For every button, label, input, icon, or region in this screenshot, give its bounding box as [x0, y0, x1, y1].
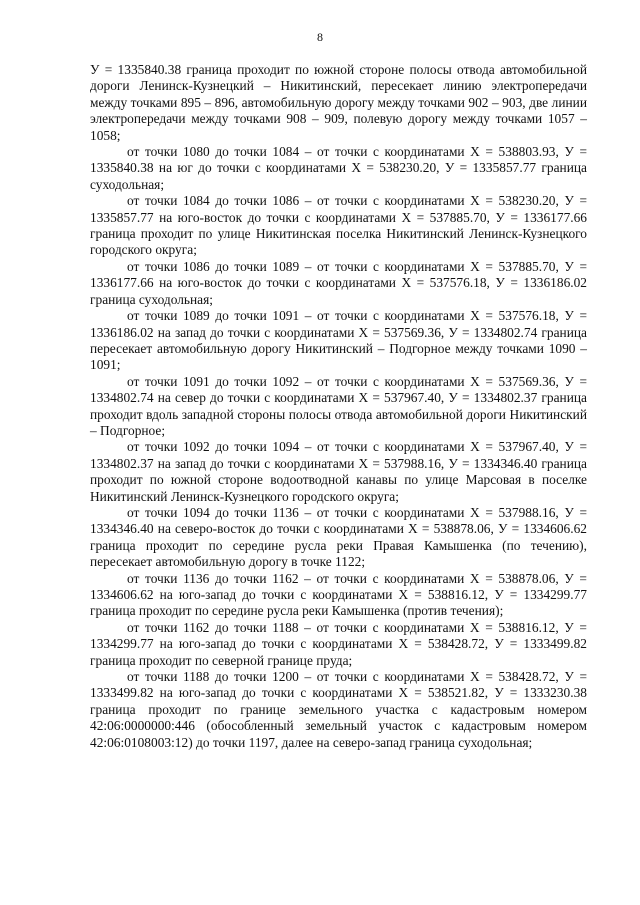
paragraph: от точки 1084 до точки 1086 – от точки с координатами Х = 538230.20, У = 1335857.77 на юго-восток до точки с координатами Х = 537885.70, У = 1336177.66 граница проходит по улице Никитинская поселка Никитинский Ленинск-Кузнецкого городского округа; [90, 193, 587, 258]
paragraph: от точки 1086 до точки 1089 – от точки с координатами Х = 537885.70, У = 1336177.66 на юго-восток до точки с координатами Х = 537576.18, У = 1336186.02 граница суходольная; [90, 258, 587, 307]
paragraph: от точки 1091 до точки 1092 – от точки с координатами Х = 537569.36, У = 1334802.74 на север до точки с координатами Х = 537967.40, У = 1334802.37 граница проходит вдоль западной стороны полосы отвода автомобильной дороги Никитинский – Подгорное; [90, 373, 587, 438]
paragraph: от точки 1080 до точки 1084 – от точки с координатами Х = 538803.93, У = 1335840.38 на юг до точки с координатами Х = 538230.20, У = 1335857.77 граница суходольная; [90, 144, 587, 192]
paragraph: от точки 1136 до точки 1162 – от точки с координатами Х = 538878.06, У = 1334606.62 на юго-запад до точки с координатами Х = 538816.12, У = 1334299.77 граница проходит по середине русла реки Камышенка (против течения); [90, 570, 587, 619]
paragraph: У = 1335840.38 граница проходит по южной стороне полосы отвода автомобильной дороги Ленинск-Кузнецкий – Никитинский, пересекает линию электропередачи между точками 895 – 896, автомобильную дорогу между точками 902 – 903, две линии электропередачи между точками 908 – 909, полевую дорогу между точками 1057 – 1058; [90, 62, 587, 143]
document-body [90, 62, 587, 751]
paragraph: от точки 1092 до точки 1094 – от точки с координатами Х = 537967.40, У = 1334802.37 на запад до точки с координатами Х = 537988.16, У = 1334346.40 граница проходит по южной стороне водоотводной канавы по улице Марсовая в поселке Никитинский Ленинск-Кузнецкого городского округа; [90, 439, 587, 504]
paragraph: от точки 1162 до точки 1188 – от точки с координатами Х = 538816.12, У = 1334299.77 на юго-запад до точки с координатами Х = 538428.72, У = 1333499.82 граница проходит по северной границе пруда; [90, 619, 587, 668]
page-number: 8 [317, 30, 323, 44]
paragraph: от точки 1089 до точки 1091 – от точки с координатами Х = 537576.18, У = 1336186.02 на запад до точки с координатами Х = 537569.36, У = 1334802.74 граница пересекает автомобильную дорогу Никитинский – Подгорное между точками 1090 – 1091; [90, 308, 587, 373]
paragraph: от точки 1188 до точки 1200 – от точки с координатами Х = 538428.72, У = 1333499.82 на юго-запад до точки с координатами Х = 538521.82, У = 1333230.38 граница проходит по границе земельного участка с кадастровым номером 42:06:0000000:446 (обособленный земельный участок с кадастровым номером 42:06:0108003:12) до точки 1197, далее на северо-запад граница суходольная; [90, 669, 587, 750]
paragraph: от точки 1094 до точки 1136 – от точки с координатами Х = 537988.16, У = 1334346.40 на северо-восток до точки с координатами Х = 538878.06, У = 1334606.62 граница проходит по середине русла реки Правая Камышенка (по течению), пересекает автомобильную дорогу в точке 1122; [90, 504, 587, 570]
